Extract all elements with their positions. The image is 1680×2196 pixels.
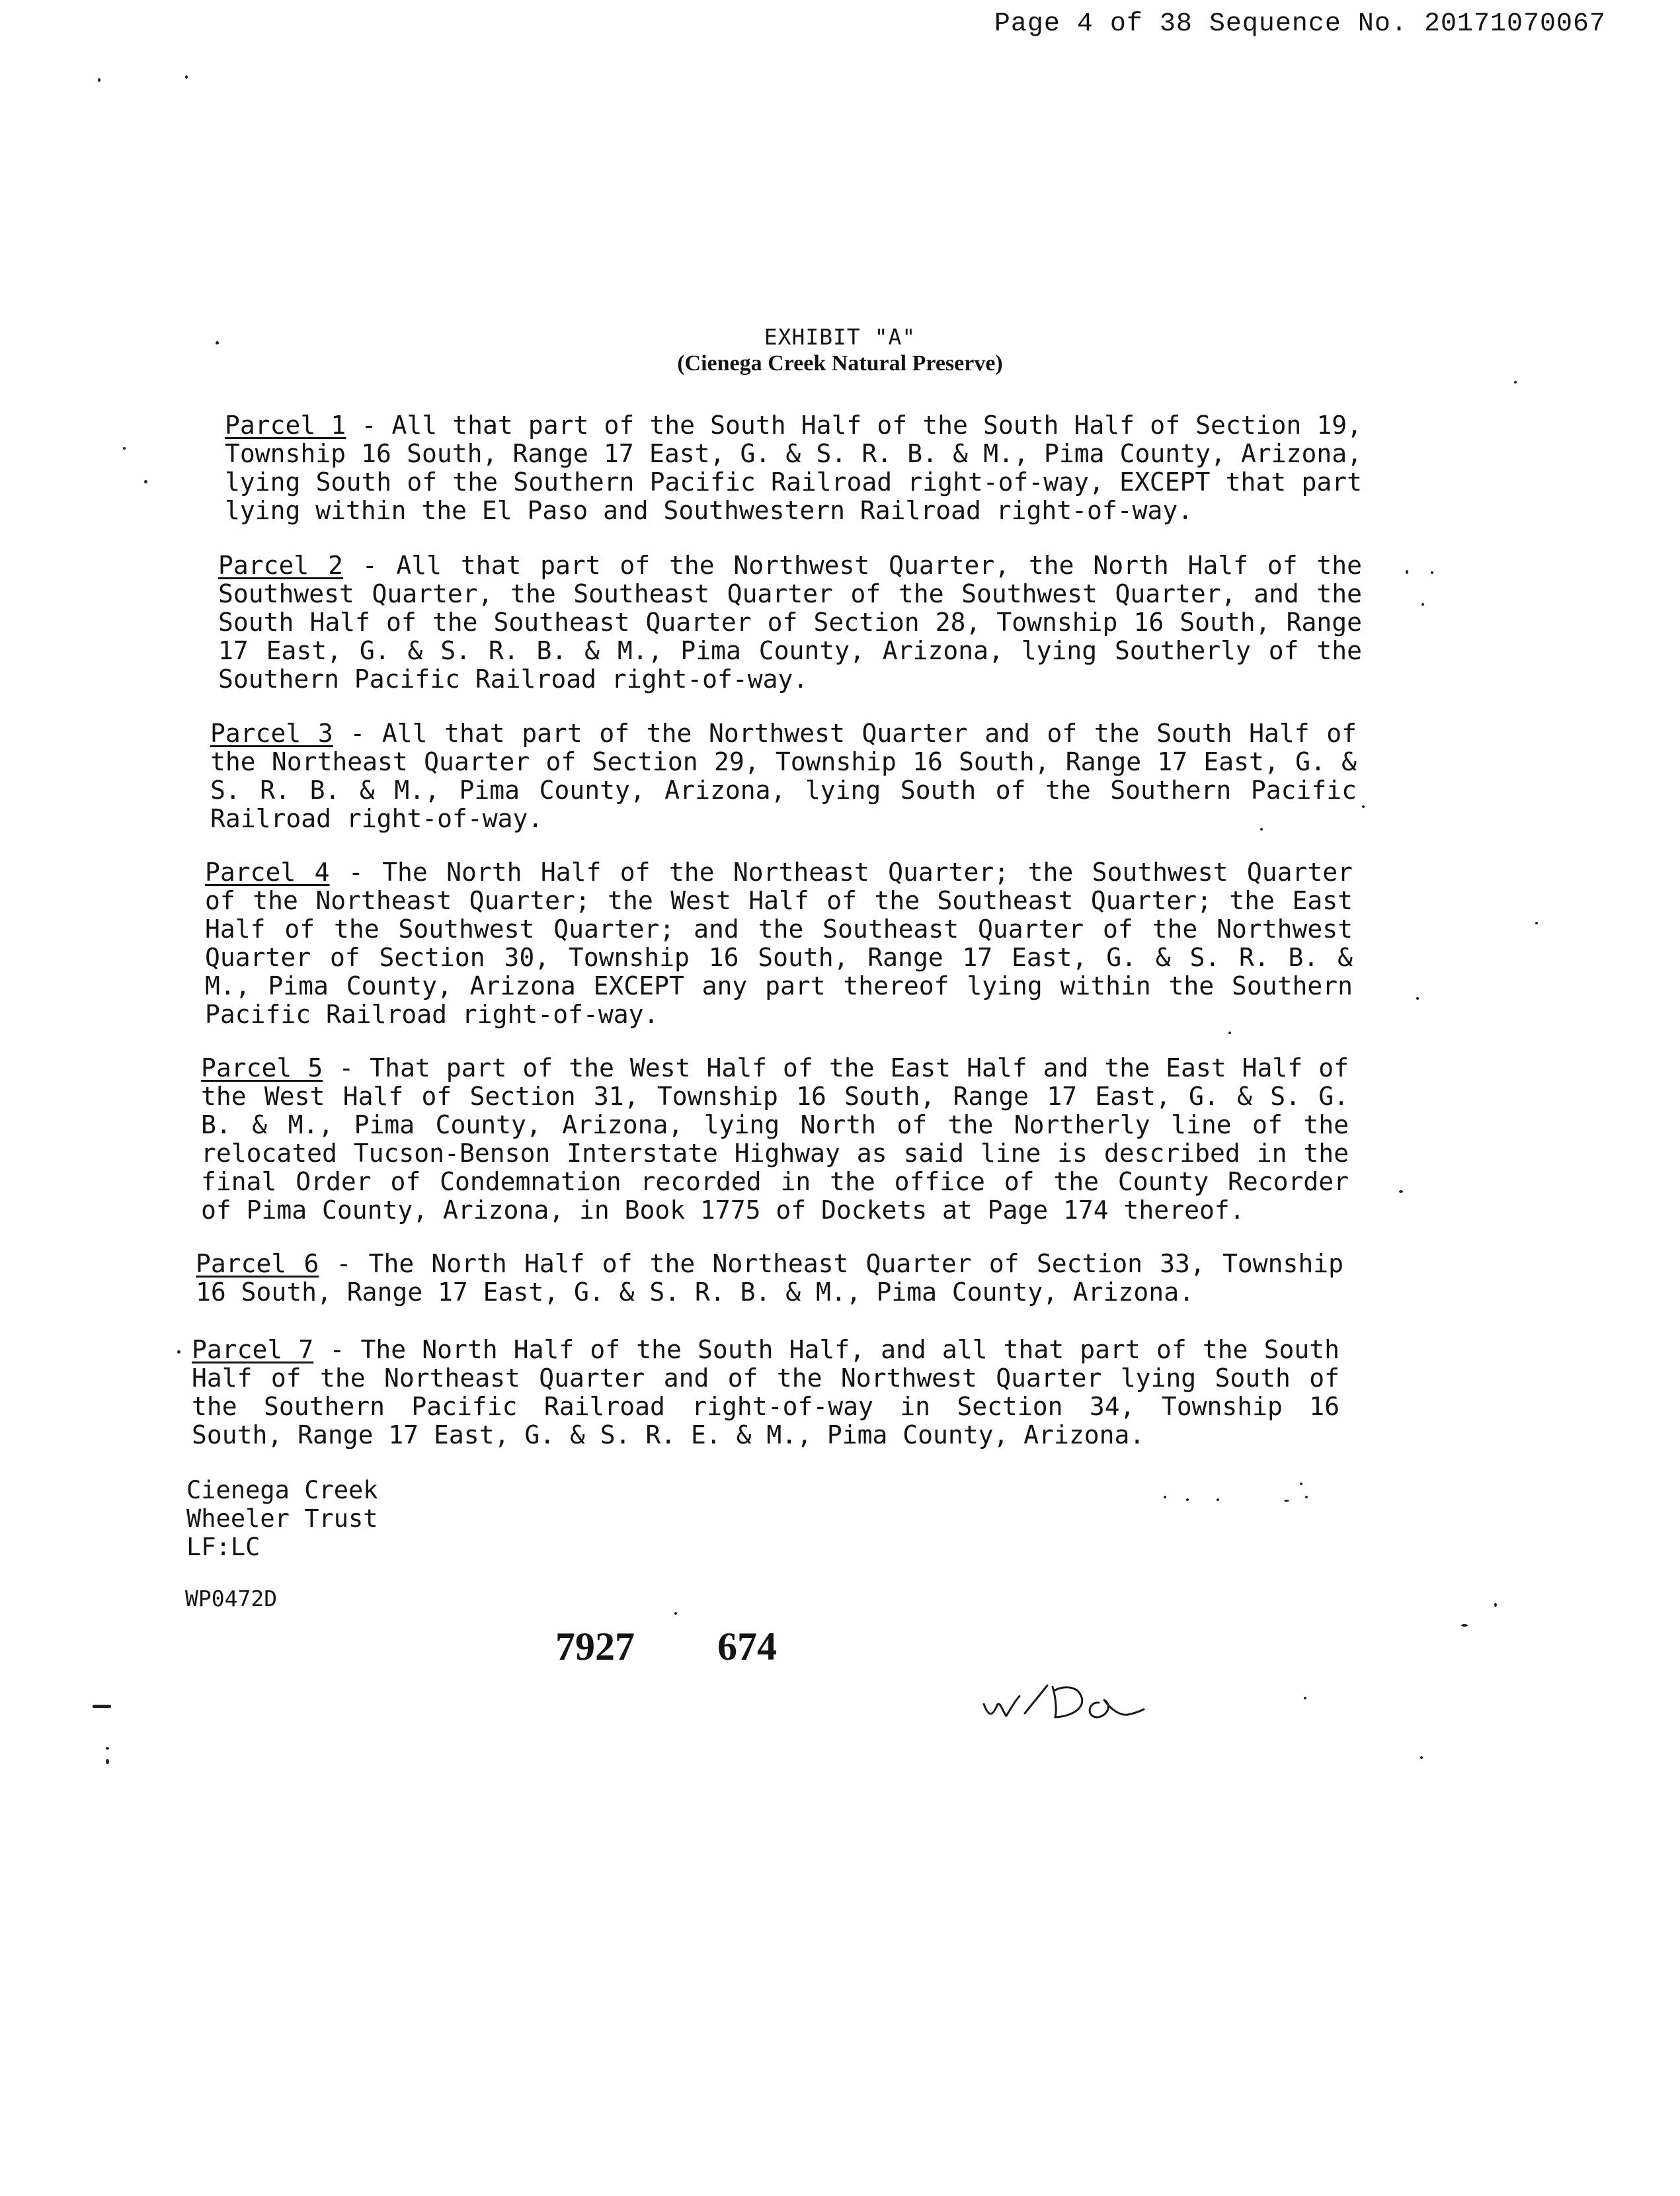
parcel-1-paragraph — [225, 411, 1362, 525]
handwritten-initials — [979, 1663, 1150, 1738]
scan-speck — [144, 480, 147, 483]
document-number — [555, 1624, 777, 1670]
parcel-7-label: Parcel 7 — [192, 1335, 314, 1364]
parcel-6-text: - The North Half of the Northeast Quarter of Section 33, Township 16 South, Range 17 East, G. & S. R. B. & M., Pima County, Arizona. — [196, 1249, 1343, 1307]
document-number-part-2: 674 — [717, 1625, 777, 1668]
parcel-2-paragraph — [218, 551, 1362, 694]
scan-speck — [1164, 1496, 1166, 1498]
scan-speck — [674, 1612, 677, 1615]
scan-speck — [1421, 603, 1424, 606]
parcel-3-text: - All that part of the Northwest Quarter and of the South Half of the Northeast Quarter of Section 29, Township 16 South, Range 17 East, G. & S. R. B. & M., Pima County, Arizona, lying South of the Southern Pacific Railroad right-of-way. — [210, 719, 1357, 833]
scan-speck — [1399, 1190, 1403, 1193]
parcel-6-paragraph — [196, 1250, 1343, 1307]
parcel-4-text: - The North Half of the Northeast Quarter; the Southwest Quarter of the Northeast Quarter; the West Half of the Southeast Quarter; the East Half of the Southwest Quarter; and the Southeast Quarter of the Northwest Quarter of Section 30, Township 16 South, Range 17 East, G. & S. R. B. & M., Pima County, Arizona EXCEPT any part thereof lying within the Southern Pacific Railroad right-of-way. — [205, 858, 1353, 1029]
parcel-7-paragraph — [192, 1336, 1340, 1449]
scan-speck — [1228, 1032, 1231, 1034]
scan-speck — [1535, 922, 1538, 924]
exhibit-subtitle: (Cienega Creek Natural Preserve) — [677, 350, 1003, 376]
scan-speck — [98, 78, 100, 82]
scan-speck — [1406, 570, 1408, 574]
scan-speck — [1284, 1500, 1289, 1502]
parcel-5-text: - That part of the West Half of the East Half and the East Half of the West Half of Section 31, Township 16 South, Range 17 East, G. & S. G. B. & M., Pima County, Arizona, lying North of the Northerly line of the relocated Tucson-Benson Interstate Highway as said line is described in the final Order of Condemnation recorded in the office of the County Recorder of Pima County, Arizona, in Book 1775 of Dockets at Page 174 thereof. — [201, 1053, 1349, 1225]
scan-speck — [106, 1747, 109, 1750]
scan-speck — [1300, 1483, 1302, 1485]
scan-speck — [1431, 571, 1433, 574]
exhibit-title: EXHIBIT "A" — [764, 324, 916, 350]
parcel-6-label: Parcel 6 — [196, 1249, 319, 1278]
scan-speck — [185, 75, 188, 79]
signature-line-2: Wheeler Trust — [186, 1504, 378, 1533]
parcel-1-text: - All that part of the South Half of the South Half of Section 19, Township 16 South, Range 17 East, G. & S. R. B. & M., Pima County, Arizona, lying South of the Southern Pacific Railroad right-of-way, EXCEPT that part lying within the El Paso and Southwestern Railroad right-of-way. — [225, 411, 1362, 525]
parcel-4-label: Parcel 4 — [205, 858, 330, 887]
parcel-1-label: Parcel 1 — [225, 411, 346, 440]
exhibit-heading — [0, 324, 1680, 377]
scan-speck — [1416, 997, 1419, 1000]
parcel-3-label: Parcel 3 — [210, 719, 333, 748]
scan-speck — [1186, 1498, 1189, 1501]
scan-speck — [1494, 1603, 1497, 1607]
page-header: Page 4 of 38 Sequence No. 20171070067 — [994, 9, 1606, 39]
parcel-2-label: Parcel 2 — [218, 551, 343, 580]
parcel-7-text: - The North Half of the South Half, and all that part of the South Half of the Northeast Quarter and of the Northwest Quarter lying South of the Southern Pacific Railroad right-of-way in Section 34, Township 16 South, Range 17 East, G. & S. R. E. & M., Pima County, Arizona. — [192, 1335, 1340, 1449]
parcel-5-paragraph — [201, 1054, 1349, 1225]
signature-line-1: Cienega Creek — [186, 1476, 378, 1504]
parcel-5-label: Parcel 5 — [201, 1053, 323, 1082]
parcel-4-paragraph — [205, 858, 1353, 1029]
document-number-part-1: 7927 — [555, 1625, 635, 1668]
scan-speck — [106, 1759, 109, 1764]
scan-speck — [1514, 381, 1517, 384]
scan-speck — [1420, 1756, 1423, 1759]
scan-speck — [1362, 805, 1365, 808]
scan-speck — [1305, 1496, 1308, 1498]
scan-speck — [177, 1350, 180, 1354]
signature-line-3: LF:LC — [186, 1533, 260, 1561]
signature-block — [186, 1476, 378, 1561]
scan-speck — [123, 447, 126, 450]
parcel-3-paragraph — [210, 719, 1357, 833]
parcel-2-text: - All that part of the Northwest Quarter, the North Half of the Southwest Quarter, the Southeast Quarter of the Southwest Quarter, and the South Half of the Southeast Quarter of Section 28, Township 16 South, Range 17 East, G. & S. R. B. & M., Pima County, Arizona, lying Southerly of the Southern Pacific Railroad right-of-way. — [218, 551, 1362, 694]
scan-speck — [1461, 1624, 1468, 1627]
file-code: WP0472D — [185, 1586, 278, 1611]
scan-speck — [1304, 1697, 1306, 1699]
scan-speck — [93, 1705, 111, 1708]
scan-speck — [1217, 1498, 1219, 1501]
